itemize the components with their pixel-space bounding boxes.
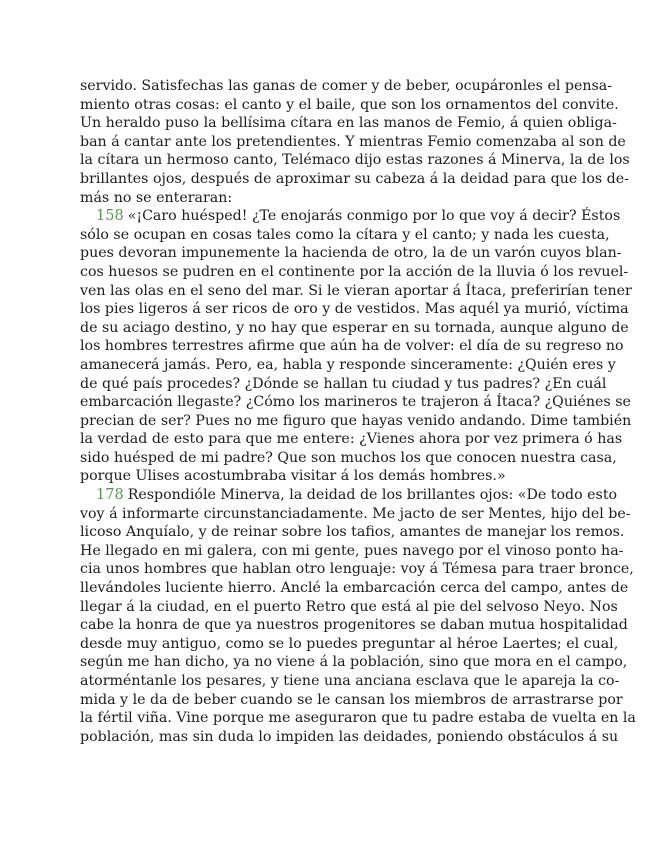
text-line: cos huesos se pudren en el continente por la acción de la lluvia ó los revuel- bbox=[80, 263, 629, 280]
text-line: servido. Satisfechas las ganas de comer y de beber, ocupáronles el pensa- bbox=[80, 78, 613, 94]
line-number: 158 bbox=[96, 208, 124, 225]
text-line-content: Respondióle Minerva, la deidad de los brillantes ojos: «De todo esto bbox=[127, 487, 618, 504]
text-line: porque Ulises acostumbraba visitar á los demás hombres.» bbox=[80, 468, 506, 485]
text-line: sólo se ocupan en cosas tales como la cítara y el canto; y nada les cuesta, bbox=[80, 226, 610, 243]
paragraph-158 bbox=[80, 207, 632, 486]
text-line: miento otras cosas: el canto y el baile, que son los ornamentos del convite. bbox=[80, 96, 619, 113]
line-number: 178 bbox=[96, 487, 124, 504]
text-line: llevándoles luciente hierro. Anclé la embarcación cerca del campo, antes de bbox=[80, 580, 629, 597]
paragraph-intro bbox=[80, 77, 630, 207]
text-line: brillantes ojos, después de aproximar su cabeza á la deidad para que los de- bbox=[80, 170, 629, 187]
text-line: atorméntanle los pesares, y tiene una anciana esclava que le apareja la co- bbox=[80, 673, 620, 689]
text-line: de qué país procedes? ¿Dónde se hallan tu ciudad y tus padres? ¿En cuál bbox=[80, 375, 607, 392]
text-line: cia unos hombres que hablan otro lenguaje: voy á Témesa para traer bronce, bbox=[80, 561, 634, 578]
text-line: desde muy antiguo, como se lo puedes preguntar al héroe Laertes; el cual, bbox=[80, 635, 619, 652]
text-line: según me han dicho, ya no viene á la población, sino que mora en el campo, bbox=[80, 654, 628, 671]
text-line: mida y le da de beber cuando se le cansan los miembros de arrastrarse por bbox=[80, 691, 623, 708]
text-line: pues devoran impunemente la hacienda de otro, la de un varón cuyos blan- bbox=[80, 245, 622, 262]
text-line: ven las olas en el seno del mar. Si le vieran aportar á Ítaca, preferirían tener bbox=[80, 282, 632, 299]
text-line: la cítara un hermoso canto, Telémaco dijo estas razones á Minerva, la de los bbox=[80, 152, 630, 169]
text-line: la verdad de esto para que me entere: ¿Vienes ahora por vez primera ó has bbox=[80, 431, 623, 448]
text-line: Un heraldo puso la bellísima cítara en las manos de Femio, á quien obliga- bbox=[80, 115, 617, 132]
text-line: licoso Anquíalo, y de reinar sobre los tafios, amantes de manejar los remos. bbox=[80, 524, 625, 541]
text-line: cabe la honra de que ya nuestros progenitores se daban mutua hospitalidad bbox=[80, 617, 628, 634]
text-line-content: «¡Caro huésped! ¿Te enojarás conmigo por lo que voy á decir? Éstos bbox=[127, 208, 621, 225]
text-line: ban á cantar ante los pretendientes. Y mientras Femio comenzaba al son de bbox=[80, 133, 626, 150]
text-line: sido huésped de mi padre? Que son muchos los que conocen nuestra casa, bbox=[80, 449, 617, 466]
text-line: amanecerá jamás. Pero, ea, habla y responde sinceramente: ¿Quién eres y bbox=[80, 356, 616, 373]
text-line: la fértil viña. Vine porque me aseguraron que tu padre estaba de vuelta en la bbox=[80, 710, 636, 727]
text-line: de su aciago destino, y no hay que esperar en su tornada, aunque alguno de bbox=[80, 319, 629, 336]
text-line: llegar á la ciudad, en el puerto Retro que está al pie del selvoso Neyo. Nos bbox=[80, 598, 618, 615]
text-line: los pies ligeros á ser ricos de oro y de vestidos. Mas aquél ya murió, víctima bbox=[80, 301, 629, 318]
text-line bbox=[80, 207, 621, 226]
text-line bbox=[80, 486, 618, 505]
text-line: embarcación llegaste? ¿Cómo los marineros te trajeron á Ítaca? ¿Quiénes se bbox=[80, 394, 631, 411]
text-line: He llegado en mi galera, con mi gente, pues navego por el vinoso ponto ha- bbox=[80, 542, 624, 559]
text-line: más no se enteraran: bbox=[80, 189, 233, 206]
paragraph-178 bbox=[80, 486, 636, 746]
text-line: voy á informarte circunstanciadamente. Me jacto de ser Mentes, hijo del be- bbox=[80, 505, 631, 522]
text-line: población, mas sin duda lo impiden las deidades, poniendo obstáculos á su bbox=[80, 728, 619, 745]
text-line: los hombres terrestres afirme que aún ha de volver: el día de su regreso no bbox=[80, 338, 624, 355]
page-text bbox=[80, 77, 636, 746]
text-line: precian de ser? Pues no me figuro que hayas venido andando. Dime también bbox=[80, 412, 632, 429]
